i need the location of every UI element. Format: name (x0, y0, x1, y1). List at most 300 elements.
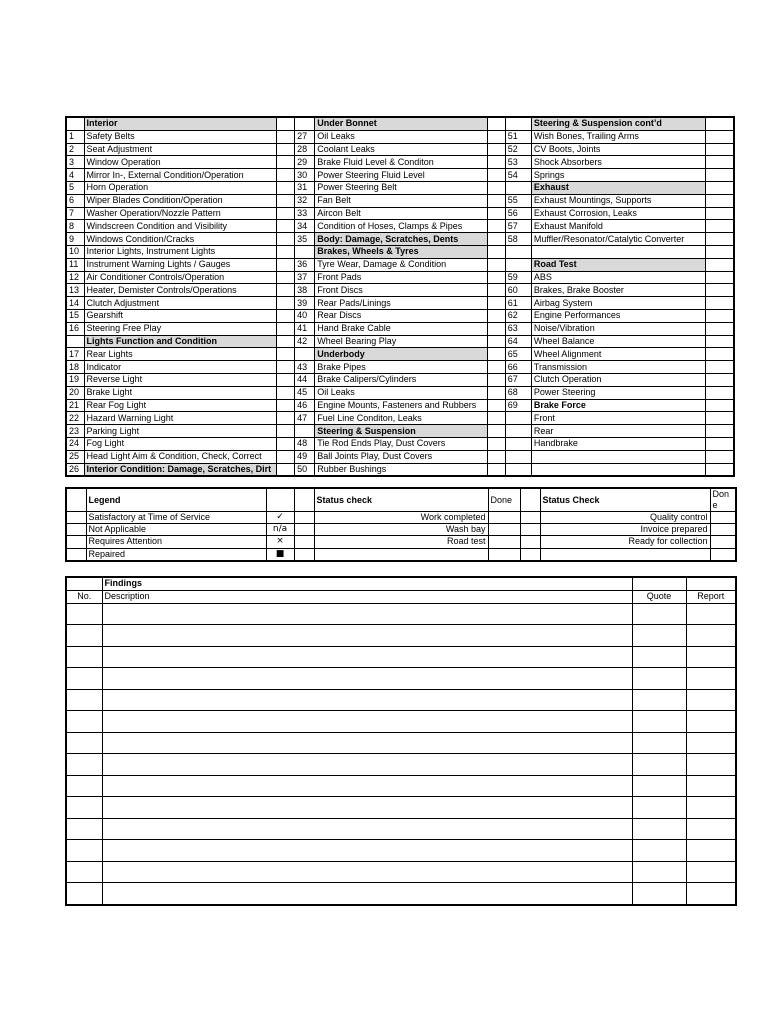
item-check-box[interactable] (706, 207, 734, 220)
item-label: Rear Fog Light (84, 399, 277, 412)
item-label: Brake Calipers/Cylinders (315, 373, 488, 386)
item-check-box[interactable] (487, 181, 505, 194)
section-header: Underbody (315, 348, 488, 361)
item-number: 54 (505, 169, 531, 182)
item-number: 11 (66, 258, 84, 271)
item-check-box[interactable] (706, 373, 734, 386)
item-label: Engine Mounts, Fasteners and Rubbers (315, 399, 488, 412)
col-report-header: Report (686, 590, 736, 603)
findings-entry-row (66, 754, 736, 776)
item-check-box[interactable] (277, 335, 295, 348)
finding-no-cell[interactable] (66, 797, 102, 819)
item-label: Gearshift (84, 309, 277, 322)
item-number: 53 (505, 156, 531, 169)
status-done-box[interactable] (488, 512, 520, 524)
item-label (531, 450, 706, 463)
item-label: Reverse Light (84, 373, 277, 386)
item-number: 55 (505, 194, 531, 207)
item-label: Window Operation (84, 156, 277, 169)
item-label: Wish Bones, Trailing Arms (531, 130, 706, 143)
finding-report-cell[interactable] (686, 818, 736, 840)
legend-blank (66, 536, 86, 548)
status-done-box[interactable] (488, 524, 520, 536)
item-check-box[interactable] (706, 143, 734, 156)
checklist-row (66, 373, 734, 386)
finding-no-cell[interactable] (66, 883, 102, 905)
item-check-box[interactable] (277, 220, 295, 233)
status-2-blank (520, 512, 540, 524)
item-label: Brake Force (531, 399, 706, 412)
item-check-box[interactable] (277, 399, 295, 412)
status-2-done-box[interactable] (710, 512, 736, 524)
checklist-row (66, 450, 734, 463)
item-number: 56 (505, 207, 531, 220)
item-label: Rear (531, 425, 706, 438)
item-check-box[interactable] (487, 386, 505, 399)
status-2-done-box[interactable] (710, 548, 736, 561)
finding-report-cell[interactable] (686, 732, 736, 754)
checklist-row (66, 297, 734, 310)
section-header: Steering & Suspension (315, 425, 488, 438)
status-2-done-box[interactable] (710, 524, 736, 536)
finding-description-cell[interactable] (102, 775, 632, 797)
item-check-box[interactable] (277, 373, 295, 386)
item-label: Instrument Warning Lights / Gauges (84, 258, 277, 271)
findings-header-row (66, 590, 736, 603)
item-check-box[interactable] (277, 130, 295, 143)
finding-quote-cell[interactable] (632, 689, 686, 711)
item-check-box[interactable] (487, 117, 505, 130)
findings-entry-row (66, 603, 736, 625)
finding-no-cell[interactable] (66, 668, 102, 690)
item-check-box[interactable] (277, 322, 295, 335)
finding-no-cell[interactable] (66, 754, 102, 776)
item-number: 50 (295, 463, 315, 476)
item-check-box[interactable] (487, 450, 505, 463)
item-label: Brake Light (84, 386, 277, 399)
item-check-box[interactable] (706, 181, 734, 194)
finding-no-cell[interactable] (66, 711, 102, 733)
item-label: Springs (531, 169, 706, 182)
item-check-box[interactable] (487, 143, 505, 156)
item-label (531, 245, 706, 258)
item-label: Tyre Wear, Damage & Condition (315, 258, 488, 271)
status-2-blank (520, 548, 540, 561)
finding-description-cell[interactable] (102, 754, 632, 776)
item-number: 2 (66, 143, 84, 156)
findings-entry-row (66, 711, 736, 733)
finding-no-cell[interactable] (66, 775, 102, 797)
section-header: Lights Function and Condition (84, 335, 277, 348)
legend-blank (66, 548, 86, 561)
item-check-box[interactable] (487, 297, 505, 310)
status-check-2-title: Status Check (540, 488, 710, 512)
item-number (505, 450, 531, 463)
finding-description-cell[interactable] (102, 861, 632, 883)
finding-report-cell[interactable] (686, 861, 736, 883)
item-number: 40 (295, 309, 315, 322)
item-number: 59 (505, 271, 531, 284)
status-done-header: Done (488, 488, 520, 512)
finding-quote-cell[interactable] (632, 668, 686, 690)
item-check-box[interactable] (706, 361, 734, 374)
item-number: 45 (295, 386, 315, 399)
item-check-box[interactable] (277, 437, 295, 450)
item-check-box[interactable] (487, 258, 505, 271)
item-check-box[interactable] (706, 386, 734, 399)
item-label: Wiper Blades Condition/Operation (84, 194, 277, 207)
status-2-blank (520, 536, 540, 548)
status-done-box[interactable] (488, 548, 520, 561)
item-check-box[interactable] (487, 373, 505, 386)
item-check-box[interactable] (487, 348, 505, 361)
item-number: 69 (505, 399, 531, 412)
findings-entry-row (66, 732, 736, 754)
item-number: 9 (66, 233, 84, 246)
finding-quote-cell[interactable] (632, 883, 686, 905)
item-check-box[interactable] (706, 348, 734, 361)
item-label: Exhaust Manifold (531, 220, 706, 233)
item-number: 18 (66, 361, 84, 374)
finding-report-cell[interactable] (686, 797, 736, 819)
finding-no-cell[interactable] (66, 861, 102, 883)
item-number (505, 245, 531, 258)
legend-label: Satisfactory at Time of Service (86, 512, 266, 524)
item-number (505, 117, 531, 130)
item-check-box[interactable] (706, 194, 734, 207)
item-check-box[interactable] (277, 258, 295, 271)
item-check-box[interactable] (706, 169, 734, 182)
status-blank (294, 512, 314, 524)
checklist-row (66, 143, 734, 156)
item-check-box[interactable] (487, 207, 505, 220)
item-check-box[interactable] (706, 412, 734, 425)
item-number: 63 (505, 322, 531, 335)
finding-report-cell[interactable] (686, 883, 736, 905)
finding-description-cell[interactable] (102, 797, 632, 819)
item-check-box[interactable] (706, 156, 734, 169)
legend-label: Requires Attention (86, 536, 266, 548)
item-check-box[interactable] (277, 194, 295, 207)
checklist-row (66, 194, 734, 207)
item-label: Windows Condition/Cracks (84, 233, 277, 246)
item-label: Wheel Alignment (531, 348, 706, 361)
item-check-box[interactable] (487, 361, 505, 374)
item-check-box[interactable] (487, 245, 505, 258)
item-check-box[interactable] (706, 425, 734, 438)
item-check-box[interactable] (277, 143, 295, 156)
finding-report-cell[interactable] (686, 625, 736, 647)
item-label: Rear Lights (84, 348, 277, 361)
finding-report-cell[interactable] (686, 603, 736, 625)
item-number: 52 (505, 143, 531, 156)
item-number: 65 (505, 348, 531, 361)
finding-report-cell[interactable] (686, 754, 736, 776)
item-number: 1 (66, 130, 84, 143)
item-check-box[interactable] (487, 335, 505, 348)
item-label: Washer Operation/Nozzle Pattern (84, 207, 277, 220)
item-check-box[interactable] (706, 233, 734, 246)
item-label: Brake Pipes (315, 361, 488, 374)
finding-quote-cell[interactable] (632, 775, 686, 797)
item-check-box[interactable] (277, 361, 295, 374)
section-header: Road Test (531, 258, 706, 271)
item-check-box[interactable] (277, 207, 295, 220)
item-check-box[interactable] (277, 156, 295, 169)
item-label: Indicator (84, 361, 277, 374)
item-check-box[interactable] (706, 117, 734, 130)
item-check-box[interactable] (706, 271, 734, 284)
finding-quote-cell[interactable] (632, 818, 686, 840)
item-check-box[interactable] (277, 284, 295, 297)
item-number: 28 (295, 143, 315, 156)
status-2-item (540, 548, 710, 561)
finding-report-cell[interactable] (686, 646, 736, 668)
item-number: 6 (66, 194, 84, 207)
finding-description-cell[interactable] (102, 732, 632, 754)
finding-report-cell[interactable] (686, 711, 736, 733)
item-label: Windscreen Condition and Visibility (84, 220, 277, 233)
item-number: 57 (505, 220, 531, 233)
item-check-box[interactable] (706, 284, 734, 297)
item-number (295, 245, 315, 258)
checklist-row (66, 284, 734, 297)
finding-description-cell[interactable] (102, 840, 632, 862)
item-check-box[interactable] (487, 169, 505, 182)
item-check-box[interactable] (706, 258, 734, 271)
item-number (295, 348, 315, 361)
section-header: Body: Damage, Scratches, Dents (315, 233, 488, 246)
finding-description-cell[interactable] (102, 603, 632, 625)
item-check-box[interactable] (487, 156, 505, 169)
checklist-row (66, 233, 734, 246)
finding-report-cell[interactable] (686, 668, 736, 690)
item-check-box[interactable] (277, 117, 295, 130)
item-check-box[interactable] (487, 284, 505, 297)
finding-description-cell[interactable] (102, 646, 632, 668)
findings-entry-row (66, 840, 736, 862)
item-check-box[interactable] (277, 181, 295, 194)
legend-label: Not Applicable (86, 524, 266, 536)
item-number (66, 117, 84, 130)
checklist-row (66, 258, 734, 271)
item-check-box[interactable] (706, 297, 734, 310)
item-check-box[interactable] (487, 130, 505, 143)
item-label: Oil Leaks (315, 386, 488, 399)
finding-report-cell[interactable] (686, 840, 736, 862)
item-check-box[interactable] (706, 335, 734, 348)
item-number: 16 (66, 322, 84, 335)
item-number: 46 (295, 399, 315, 412)
item-check-box[interactable] (706, 450, 734, 463)
item-label: Hazard Warning Light (84, 412, 277, 425)
item-number: 8 (66, 220, 84, 233)
legend-header-row (66, 488, 736, 512)
item-check-box[interactable] (706, 463, 734, 476)
item-check-box[interactable] (277, 233, 295, 246)
item-check-box[interactable] (706, 245, 734, 258)
inspection-checklist-table (65, 116, 735, 477)
item-check-box[interactable] (277, 271, 295, 284)
checklist-row (66, 463, 734, 476)
item-number: 30 (295, 169, 315, 182)
item-check-box[interactable] (487, 322, 505, 335)
item-check-box[interactable] (487, 399, 505, 412)
item-label: Engine Performances (531, 309, 706, 322)
item-label: Mirror In-, External Condition/Operation (84, 169, 277, 182)
section-header: Steering & Suspension cont’d (531, 117, 706, 130)
item-number (295, 117, 315, 130)
finding-no-cell[interactable] (66, 689, 102, 711)
finding-quote-cell[interactable] (632, 625, 686, 647)
item-check-box[interactable] (277, 245, 295, 258)
finding-description-cell[interactable] (102, 818, 632, 840)
item-label: Power Steering (531, 386, 706, 399)
item-check-box[interactable] (487, 309, 505, 322)
item-check-box[interactable] (487, 463, 505, 476)
item-check-box[interactable] (706, 322, 734, 335)
item-number: 51 (505, 130, 531, 143)
item-number: 26 (66, 463, 84, 476)
checklist-row (66, 309, 734, 322)
finding-quote-cell[interactable] (632, 797, 686, 819)
finding-description-cell[interactable] (102, 711, 632, 733)
item-number: 48 (295, 437, 315, 450)
finding-report-cell[interactable] (686, 775, 736, 797)
item-check-box[interactable] (487, 437, 505, 450)
item-check-box[interactable] (706, 437, 734, 450)
status-done-box[interactable] (488, 536, 520, 548)
finding-quote-cell[interactable] (632, 732, 686, 754)
checklist-row (66, 169, 734, 182)
status-2-done-box[interactable] (710, 536, 736, 548)
status-item: Road test (314, 536, 488, 548)
checklist-row (66, 412, 734, 425)
finding-no-cell[interactable] (66, 732, 102, 754)
status-item (314, 548, 488, 561)
finding-quote-cell[interactable] (632, 754, 686, 776)
item-label: Airbag System (531, 297, 706, 310)
finding-no-cell[interactable] (66, 603, 102, 625)
status-blank (294, 548, 314, 561)
status-2-item: Invoice prepared (540, 524, 710, 536)
checklist-row (66, 425, 734, 438)
findings-entry-row (66, 775, 736, 797)
item-check-box[interactable] (706, 309, 734, 322)
legend-blank (66, 524, 86, 536)
checklist-row (66, 220, 734, 233)
item-number: 39 (295, 297, 315, 310)
findings-entry-row (66, 668, 736, 690)
item-check-box[interactable] (487, 194, 505, 207)
item-check-box[interactable] (277, 425, 295, 438)
finding-quote-cell[interactable] (632, 603, 686, 625)
finding-description-cell[interactable] (102, 689, 632, 711)
item-label: Heater, Demister Controls/Operations (84, 284, 277, 297)
finding-quote-cell[interactable] (632, 840, 686, 862)
finding-description-cell[interactable] (102, 883, 632, 905)
item-label: Muffler/Resonator/Catalytic Converter (531, 233, 706, 246)
item-check-box[interactable] (487, 425, 505, 438)
item-number: 38 (295, 284, 315, 297)
legend-row (66, 548, 736, 561)
item-check-box[interactable] (277, 297, 295, 310)
item-check-box[interactable] (487, 412, 505, 425)
item-label: Rear Discs (315, 309, 488, 322)
finding-no-cell[interactable] (66, 818, 102, 840)
section-header: Exhaust (531, 181, 706, 194)
item-check-box[interactable] (277, 463, 295, 476)
finding-no-cell[interactable] (66, 646, 102, 668)
item-number: 5 (66, 181, 84, 194)
checklist-row (66, 399, 734, 412)
item-number: 27 (295, 130, 315, 143)
legend-row (66, 512, 736, 524)
legend-symbol: ■ (266, 548, 294, 561)
item-check-box[interactable] (487, 233, 505, 246)
item-check-box[interactable] (487, 220, 505, 233)
findings-title-row (66, 577, 736, 590)
status-check-title: Status check (314, 488, 488, 512)
item-check-box[interactable] (277, 348, 295, 361)
finding-quote-cell[interactable] (632, 861, 686, 883)
item-label: Interior Lights, Instrument Lights (84, 245, 277, 258)
item-number: 36 (295, 258, 315, 271)
item-number: 24 (66, 437, 84, 450)
item-number: 66 (505, 361, 531, 374)
item-check-box[interactable] (706, 130, 734, 143)
checklist-row (66, 130, 734, 143)
item-check-box[interactable] (277, 169, 295, 182)
finding-report-cell[interactable] (686, 689, 736, 711)
status-2-blank (520, 524, 540, 536)
item-number (505, 412, 531, 425)
item-label: Rear Pads/Linings (315, 297, 488, 310)
item-label: Oil Leaks (315, 130, 488, 143)
finding-no-cell[interactable] (66, 625, 102, 647)
finding-quote-cell[interactable] (632, 646, 686, 668)
item-label: Power Steering Fluid Level (315, 169, 488, 182)
item-label: Shock Absorbers (531, 156, 706, 169)
legend-symbol: n/a (266, 524, 294, 536)
finding-no-cell[interactable] (66, 840, 102, 862)
status-2-item: Quality control (540, 512, 710, 524)
item-check-box[interactable] (277, 386, 295, 399)
status-blank (294, 524, 314, 536)
finding-quote-cell[interactable] (632, 711, 686, 733)
finding-description-cell[interactable] (102, 625, 632, 647)
item-check-box[interactable] (487, 271, 505, 284)
item-check-box[interactable] (277, 450, 295, 463)
item-number (505, 258, 531, 271)
item-check-box[interactable] (277, 309, 295, 322)
legend-row (66, 536, 736, 548)
item-number (505, 437, 531, 450)
checklist-row (66, 117, 734, 130)
item-label: Clutch Operation (531, 373, 706, 386)
item-check-box[interactable] (706, 399, 734, 412)
item-number: 23 (66, 425, 84, 438)
item-label: Rubber Bushings (315, 463, 488, 476)
item-check-box[interactable] (706, 220, 734, 233)
item-number: 31 (295, 181, 315, 194)
finding-description-cell[interactable] (102, 668, 632, 690)
item-number: 42 (295, 335, 315, 348)
item-check-box[interactable] (277, 412, 295, 425)
item-number: 62 (505, 309, 531, 322)
checklist-row (66, 322, 734, 335)
legend-symbol: × (266, 536, 294, 548)
